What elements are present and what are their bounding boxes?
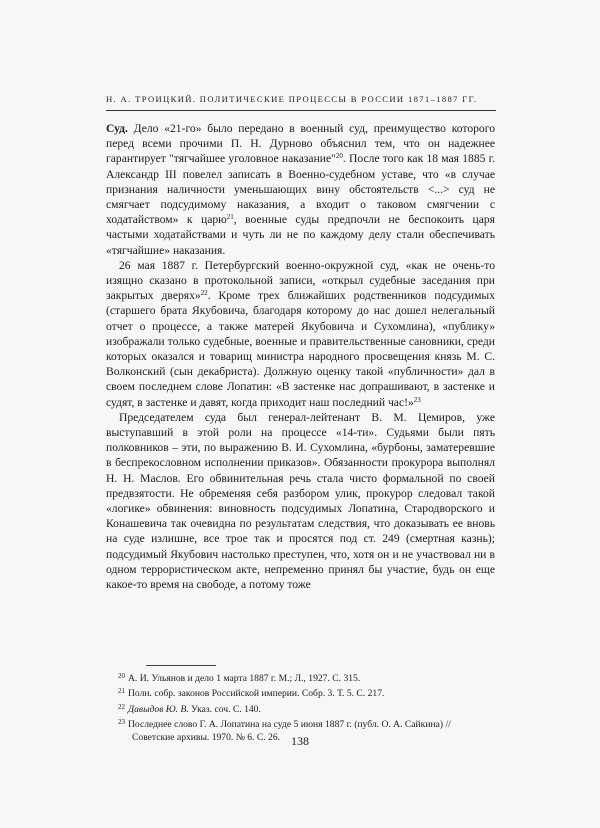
text-segment: . Кроме трех ближайших родственников подсудимых (старшего брата Якубовича, благодаря которому до нас дошел нелегальный отчет о процессе, а также матерей Якубовича и Сухомлина), «публику» изображали только судебные, военные и правительственные сановники, среди которых оказался и товарищ министра народного просвещения князь М. С. Волконский (сын декабриста). Должную оценку такой «публичности» дал в своем последнем слове Лопатин: «В застенке нас допрашивают, в застенке и судят, в застенке и давят, когда приходит наш последний час!»	[106, 289, 495, 409]
body-text	[106, 121, 495, 592]
page-number: 138	[291, 734, 309, 748]
footnote-text: Указ. соч. С. 140.	[188, 703, 261, 715]
text-segment: . После того как 18 мая 1885 г. Александр III повелел записать в Военно-судебном уставе, что «в случае признания наличности уменьшающих вину обстоятельств <...> суд не смягчает подсудимому наказания, а входит о таковом смягчении с ходатайством» к царю	[106, 152, 495, 227]
footnote-number: 21	[118, 687, 125, 696]
paragraph-court	[106, 121, 495, 258]
footnote-item	[106, 685, 495, 700]
text-segment: , военные суды предпочли не беспокоить царя частыми ходатайствами и чуть ли не по каждому делу стали обеспечивать «тягчайшие» наказания.	[106, 213, 495, 257]
footnote-number: 23	[118, 718, 125, 727]
footnote-number: 20	[118, 672, 125, 680]
footnote-text: Полн. собр. законов Российской империи. Собр. 3. Т. 5. С. 217.	[128, 688, 385, 700]
footnote-author: Давыдов Ю. В.	[128, 703, 189, 715]
paragraph-lead-word: Суд.	[106, 122, 128, 135]
header-rule	[106, 110, 496, 111]
text-segment: Дело «21-го» было передано в военный суд, преимущество которого перед всеми прочими П. Н. Дурново объяснил тем, что он надежнее гарантирует "тягчайшее уголовное наказание"	[106, 122, 495, 166]
footnote-ref[interactable]: 21	[226, 213, 234, 222]
footnote-ref[interactable]: 22	[200, 289, 208, 298]
footnote-number: 22	[118, 702, 125, 711]
running-header: Н. А. ТРОИЦКИЙ. ПОЛИТИЧЕСКИЕ ПРОЦЕССЫ В РОССИИ 1871–1887 ГГ.	[106, 94, 478, 104]
footnote-item	[106, 670, 495, 685]
paragraph-chairman: Председателем суда был генерал-лейтенант В. М. Цемиров, уже выступавший в этой роли на процессе «14-ти». Судьями были пять полковников – эти, по выражению В. И. Сухомлина, «бурбоны, заматеревшие в беспрекословном исполнении приказов». Обязанности прокурора выполнял Н. Н. Маслов. Его обвинительная речь стала чисто формальной по своей предвзятости. Не обременяя себя разбором улик, прокурор следовал такой «логике» обвинения: виновность подсудимых Лопатина, Стародворского и Конашевича так очевидна по результатам следствия, что доказывать ее вновь на суде излишне, все трое так и просятся под ст. 249 (смертная казнь); подсудимый Якубович настолько преступен, что, хотя он и не участвовал ни в одном террористическом акте, непременно принял бы участие, будь он еще какое-то время на свободе, а потому тоже	[106, 410, 495, 592]
footnote-ref[interactable]: 23	[413, 395, 421, 404]
footnotes	[106, 670, 495, 744]
footnote-text: А. И. Ульянов и дело 1 марта 1887 г. М.; Л., 1927. С. 315.	[128, 673, 361, 684]
text-segment: 26 мая 1887 г. Петербургский военно-окружной суд, «как не очень-то изящно сказано в протокольной записи, «открыл судебные заседания при закрытых дверях»	[106, 258, 495, 303]
footnote-item	[106, 701, 495, 716]
paragraph-trial-date	[106, 258, 495, 410]
footnote-ref[interactable]: 20	[335, 152, 343, 161]
footnote-text: Последнее слово Г. А. Лопатина на суде 5 июня 1887 г. (публ. О. А. Сайкина) // Советские архивы. 1970. № 6. С. 26.	[128, 719, 451, 743]
footnote-rule	[146, 665, 216, 666]
